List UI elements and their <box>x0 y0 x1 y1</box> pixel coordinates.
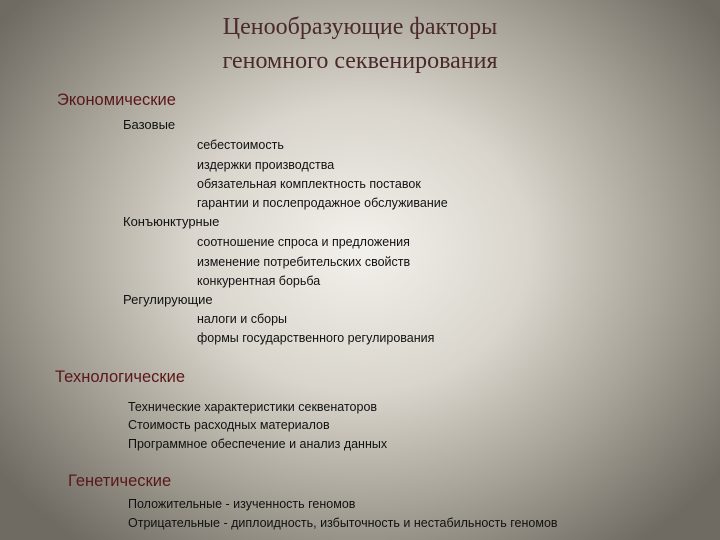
regulatory-item-taxes: налоги и сборы <box>197 312 288 326</box>
regulatory-item-state-regulation: формы государственного регулирования <box>197 331 435 345</box>
genetic-item-negative: Отрицательные - диплоидность, избыточность и нестабильность геномов <box>128 516 558 530</box>
technological-heading: Технологические <box>55 368 186 386</box>
basic-item-warranty-service: гарантии и послепродажное обслуживание <box>197 196 448 210</box>
genetic-heading: Генетические <box>68 472 172 490</box>
basic-item-production-costs: издержки производства <box>197 158 335 172</box>
slide-title <box>0 10 720 78</box>
market-subheading: Конъюнктурные <box>123 214 220 229</box>
tech-item-consumables-cost: Стоимость расходных материалов <box>128 418 330 432</box>
tech-item-sequencer-specs: Технические характеристики секвенаторов <box>128 400 378 414</box>
tech-item-software-analysis: Программное обеспечение и анализ данных <box>128 437 388 451</box>
market-item-supply-demand: соотношение спроса и предложения <box>197 235 410 249</box>
basic-item-cost: себестоимость <box>197 138 284 152</box>
market-item-competition: конкурентная борьба <box>197 274 321 288</box>
slide-title-line-1: Ценообразующие факторы <box>222 14 498 40</box>
genetic-item-positive: Положительные - изученность геномов <box>128 497 356 511</box>
basic-item-delivery-completeness: обязательная комплектность поставок <box>197 177 421 191</box>
basic-subheading: Базовые <box>123 117 176 132</box>
slide-title-line-2: геномного секвенирования <box>222 48 498 74</box>
market-item-consumer-properties: изменение потребительских свойств <box>197 255 411 269</box>
regulatory-subheading: Регулирующие <box>123 292 213 307</box>
economic-heading: Экономические <box>57 91 176 109</box>
